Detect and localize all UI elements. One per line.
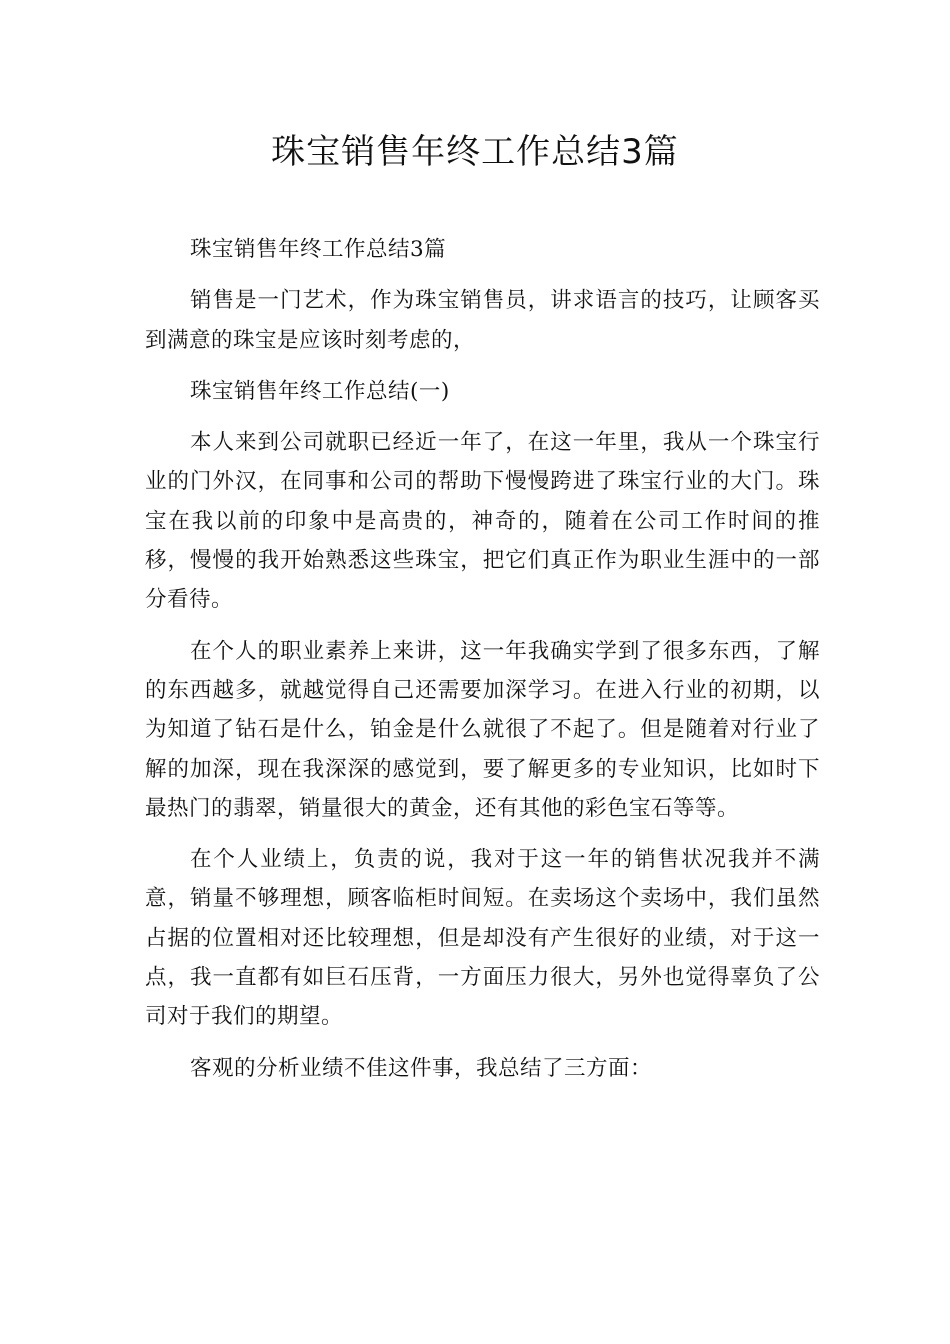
body-paragraph-4: 客观的分析业绩不佳这件事，我总结了三方面： — [190, 1055, 653, 1081]
body-paragraph-1: 本人来到公司就职已经近一年了，在这一年里，我从一个珠宝行业的门外汉，在同事和公司的帮助下慢慢跨进了珠宝行业的大门。珠宝在我以前的印象中是高贵的，神奇的，随着在公司工作时间的推移，慢慢的我开始熟悉这些珠宝，把它们真正作为职业生涯中的一部分看待。 — [145, 430, 820, 613]
body-paragraph-3: 在个人业绩上，负责的说，我对于这一年的销售状况我并不满意，销量不够理想，顾客临柜时间短。在卖场这个卖场中，我们虽然占据的位置相对还比较理想，但是却没有产生很好的业绩，对于这一点，我一直都有如巨石压背，一方面压力很大，另外也觉得辜负了公司对于我们的期望。 — [145, 847, 820, 1030]
document-body — [145, 230, 820, 1100]
subtitle-paragraph: 珠宝销售年终工作总结3篇 — [190, 237, 447, 262]
body-paragraph-2: 在个人的职业素养上来讲，这一年我确实学到了很多东西，了解的东西越多，就越觉得自己还需要加深学习。在进入行业的初期，以为知道了钻石是什么，铂金是什么就很了不起了。但是随着对行业了解的加深，现在我深深的感觉到，要了解更多的专业知识，比如时下最热门的翡翠，销量很大的黄金，还有其他的彩色宝石等等。 — [145, 638, 820, 821]
document-title: 珠宝销售年终工作总结3篇 — [271, 132, 679, 172]
section-heading-paragraph: 珠宝销售年终工作总结(一) — [190, 378, 450, 404]
intro-paragraph: 销售是一门艺术，作为珠宝销售员，讲求语言的技巧，让顾客买到满意的珠宝是应该时刻考虑的， — [145, 288, 820, 353]
